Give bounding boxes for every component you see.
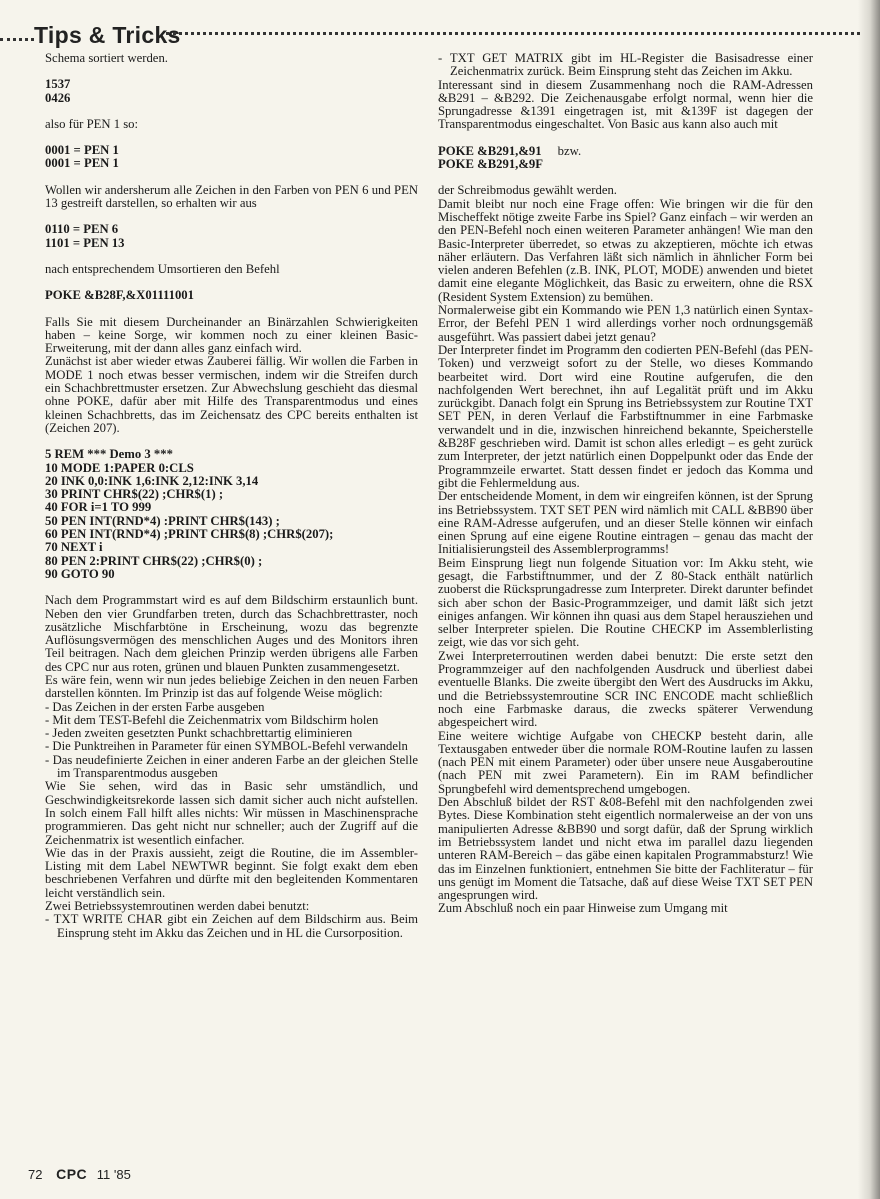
code-line [45,78,418,91]
code-line [438,145,813,158]
issue-date: 11 '85 [96,1167,131,1182]
code-line [45,501,418,514]
left-text-column [45,52,418,940]
code-line-text: 20 INK 0,0:INK 1,6:INK 2,12:INK 3,14 [45,473,259,488]
code-line-text: 5 REM *** Demo 3 *** [45,447,173,462]
list-item: - Das neudefinierte Zeichen in einer anderen Farbe an der gleichen Stelle im Transparentmodus ausgeben [45,754,418,781]
code-listing [438,145,813,172]
paragraph: also für PEN 1 so: [45,116,139,131]
bullet-list [438,52,813,79]
code-line [45,144,418,157]
code-line [45,289,418,302]
list-item: - TXT GET MATRIX gibt im HL-Register die Basisadresse einer Zeichenmatrix zurück. Beim Einsprung steht das Zeichen im Akku. [438,52,813,79]
paragraph: Der entscheidende Moment, in dem wir eingreifen können, ist der Sprung ins Betriebssystem. TXT SET PEN wird nämlich mit CALL &BB90 über eine RAM-Adresse aufgerufen, und an dieser Stelle können wir einfach einen Sprung auf eine eigene Routine eintragen – genau das macht der Initialisierungsteil des Assemblerprogramms! [438,489,813,557]
code-line [45,157,418,170]
page-edge-shadow [858,0,880,1199]
bullet-list [45,701,418,781]
code-line-text: 80 PEN 2:PRINT CHR$(22) ;CHR$(0) ; [45,553,263,568]
code-line-text: 0110 = PEN 6 [45,222,119,237]
paragraph: Wie das in der Praxis aussieht, zeigt die Routine, die im Assembler-Listing mit dem Label NEWTWR beginnt. Sie folgt exakt dem eben beschriebenen Verfahren und dürfte mit den begleitenden Kommentaren leicht verständlich sein. [45,845,418,900]
code-line-text: 0001 = PEN 1 [45,143,119,158]
code-line-text: 0001 = PEN 1 [45,156,119,171]
code-line-text: 0426 [45,90,71,105]
code-listing [45,223,418,250]
header-dotted-rule-right [166,32,860,35]
code-listing [45,448,418,581]
list-item: - Die Punktreihen in Parameter für einen SYMBOL-Befehl verwandeln [45,740,418,753]
paragraph: Damit bleibt nur noch eine Frage offen: Wie bringen wir die für den Mischeffekt nötige zweite Farbe ins Spiel? Ganz einfach – wir werden an den PEN-Befehl noch einen weiteren Parameter anhängen! Wie man den Basic-Interpreter überredet, so etwas zu akzeptieren, möchte ich etwas näher erläutern. Das Verfahren läßt sich nämlich in ähnlicher Form bei vielen anderen Befehlen (z.B. INK, PLOT, MODE) anwenden und bietet damit eine elegante Möglichkeit, das Basic zu erweitern, ohne die RSX (Resident System Extension) zu bemühen. [438,196,813,304]
page-number: 72 [28,1167,43,1182]
paragraph: Wollen wir andersherum alle Zeichen in den Farben von PEN 6 und PEN 13 gestreift darstellen, so erhalten wir aus [45,182,418,211]
code-line [45,528,418,541]
right-text-column [438,52,813,916]
paragraph: nach entsprechendem Umsortieren den Befehl [45,261,280,276]
code-line [45,488,418,501]
code-line-text: 60 PEN INT(RND*4) ;PRINT CHR$(8) ;CHR$(207); [45,527,334,542]
code-listing [45,144,418,171]
inline-note: bzw. [557,143,582,158]
code-line [45,555,418,568]
paragraph: Interessant sind in diesem Zusammenhang noch die RAM-Adressen &B291 – &B292. Die Zeichenausgabe erfolgt normal, wenn hier die Sprungadresse &1391 eingetragen ist, mit &139F ist dagegen der Transparentmodus eingeschaltet. Von Basic aus kann also auch mit [438,77,813,132]
code-line [45,515,418,528]
paragraph: Zunächst ist aber wieder etwas Zauberei fällig. Wir wollen die Farben in MODE 1 noch etwas besser vermischen, indem wir die Streifen durch ein Schachbrettmuster ersetzen. Zur Abwechslung geschieht das diesmal ohne POKE, dafür aber mit Hilfe des Transparentmodus und eines kleinen Schachbretts, das im Zeichensatz des CPC bereits enthalten ist (Zeichen 207). [45,354,418,435]
spacer [45,171,418,184]
list-item: - Das Zeichen in der ersten Farbe ausgeben [45,701,418,714]
paragraph: Schema sortiert werden. [45,51,168,65]
paragraph: der Schreibmodus gewählt werden. [438,183,617,198]
bullet-list [45,913,418,940]
code-line [45,237,418,250]
paragraph: Beim Einsprung liegt nun folgende Situation vor: Im Akku steht, wie gesagt, die Farbstiftnummer, und der Z 80-Stack enthält natürlich zuoberst die Rücksprungadresse zum Interpreter. Direkt darunter befindet sich aber schon der Basic-Programmzeiger, und damit läßt sich jetzt einiges anfangen. Wir können ihn quasi aus dem Stapel herausziehen und selber Interpreter spielen. Die Routine CHECKP im Assemblerlisting zeigt, wie das vor sich geht. [438,555,813,650]
paragraph: Den Abschluß bildet der RST &08-Befehl mit den nachfolgenden zwei Bytes. Diese Kombination steht eigentlich normalerweise an der von uns manipulierten Adresse &BB90 und sorgt dafür, daß der Sprung wirklich im Betriebssystem landet und nicht etwa im parallel dazu liegenden unteren RAM-Bereich – das gäbe einen kapitalen Programmabsturz! Wie das im Einzelnen funktioniert, entnehmen Sie bitte der Fachliteratur – für uns genügt im Moment die Tatsache, daß auf diese Weise TXT SET PEN angesprungen wird. [438,795,813,903]
code-line [45,448,418,461]
paragraph: Zwei Interpreterroutinen werden dabei benutzt: Die erste setzt den Programmzeiger auf den nachfolgenden Ausdruck und überliest dabei eventuelle Blanks. Die zweite übergibt den Wert des Ausdrucks im Akku, und die Betriebssystemroutine SCR INC ENCODE macht schließlich noch eine Farbmaske daraus, die zwecks späterer Verwendung abgespeichert wird. [438,648,813,730]
magazine-logo: CPC [56,1166,88,1182]
paragraph: Falls Sie mit diesem Durcheinander an Binärzahlen Schwierigkeiten haben – keine Sorge, wir kommen noch zu einer kleinen Basic-Erweiterung, mit der dann alles ganz einfach wird. [45,314,418,356]
code-line [45,223,418,236]
spacer [45,65,418,78]
section-header [0,24,860,48]
code-line [45,541,418,554]
paragraph: Zum Abschluß noch ein paar Hinweise zum Umgang mit [438,901,728,916]
list-item: - TXT WRITE CHAR gibt ein Zeichen auf dem Bildschirm aus. Beim Einsprung steht im Akku das Zeichen und in HL die Cursorposition. [45,913,418,940]
code-line-text: 50 PEN INT(RND*4) :PRINT CHR$(143) ; [45,513,280,528]
code-line-text: 90 GOTO 90 [45,566,115,581]
paragraph: Es wäre fein, wenn wir nun jedes beliebige Zeichen in den neuen Farben darstellen könnten. Im Prinzip ist das auf folgende Weise möglich: [45,672,418,701]
code-line-text: 30 PRINT CHR$(22) ;CHR$(1) ; [45,487,224,502]
code-line-text: 10 MODE 1:PAPER 0:CLS [45,460,194,475]
paragraph: Nach dem Programmstart wird es auf dem Bildschirm erstaunlich bunt. Neben den vier Grundfarben treten, durch das Schachbrettraster, noch zusätzliche Mischfarbtöne in Erscheinung, wozu das begrenzte Auflösungsvermögen des menschlichen Auges und des Monitors ihren Teil beitragen. Nach dem gleichen Prinzip werden übrigens alle Farben des CPC nur aus roten, grünen und blauen Punkten zusammengesetzt. [45,593,418,674]
spacer [45,105,418,118]
code-line [45,92,418,105]
paragraph: Der Interpreter findet im Programm den codierten PEN-Befehl (das PEN-Token) und verzweigt sofort zu der Stelle, wo dieses Kommando bearbeitet wird. Dort wird eine Routine aufgerufen, die den nachfolgenden Wert berechnet, ihn auf Legalität prüft und im Akku zurückgibt. Danach folgt ein Sprung ins Betriebssystem zur Routine TXT SET PEN, in deren Verlauf die Farbstiftnummer in eine Farbmaske verwandelt und in die, inzwischen hinreichend bekannte, Speicherstelle &B28F geschrieben wird. Damit ist schon alles erledigt – es geht zurück zum Interpreter, der jetzt natürlich einen Doppelpunkt oder das Ende der Programmzeile erwartet. Statt dessen findet er jedoch das Komma und gibt die Fehlermeldung aus. [438,342,813,490]
code-line [45,475,418,488]
paragraph: Wie Sie sehen, wird das in Basic sehr umständlich, und Geschwindigkeitsrekorde lassen sich damit sicher auch nicht aufstellen. In solch einem Fall hilft alles nichts: Wir müssen in Maschinensprache programmieren. Das geht nicht nur schneller; auch der Zugriff auf die Zeichenmatrix ist wesentlich einfacher. [45,779,418,847]
code-line-text: 1101 = PEN 13 [45,235,125,250]
code-listing [45,78,418,105]
spacer [45,303,418,316]
code-line-text: POKE &B291,&9F [438,157,544,172]
code-line-text: POKE &B291,&91 [438,143,542,158]
code-line [45,462,418,475]
list-item: - Mit dem TEST-Befehl die Zeichenmatrix vom Bildschirm holen [45,714,418,727]
paragraph: Zwei Betriebssystemroutinen werden dabei benutzt: [45,899,310,914]
code-line [438,158,813,171]
section-title: Tips & Tricks [34,22,181,48]
code-line-text: 1537 [45,77,71,92]
code-line-text: POKE &B28F,&X01111001 [45,288,194,303]
code-listing [45,289,418,302]
paragraph: Normalerweise gibt ein Kommando wie PEN 1,3 natürlich einen Syntax-Error, der Befehl PEN 1 wird allerdings vorher noch ordnungsgemäß ausgeführt. Was passiert dabei jetzt genau? [438,303,813,344]
list-item: - Jeden zweiten gesetzten Punkt schachbrettartig eliminieren [45,727,418,740]
page-footer [28,1166,131,1182]
code-line-text: 40 FOR i=1 TO 999 [45,500,152,515]
code-line-text: 70 NEXT i [45,540,103,555]
header-dotted-rule-left [0,38,34,41]
code-line [45,568,418,581]
paragraph: Eine weitere wichtige Aufgabe von CHECKP besteht darin, alle Textausgaben entweder über die normale ROM-Routine laufen zu lassen (nach PEN mit einem Parameter) oder über unsere neue Ausgaberoutine (nach PEN mit zwei Parametern). Ein im RAM befindlicher Sprungbefehl wird dementsprechend umgebogen. [438,728,813,796]
